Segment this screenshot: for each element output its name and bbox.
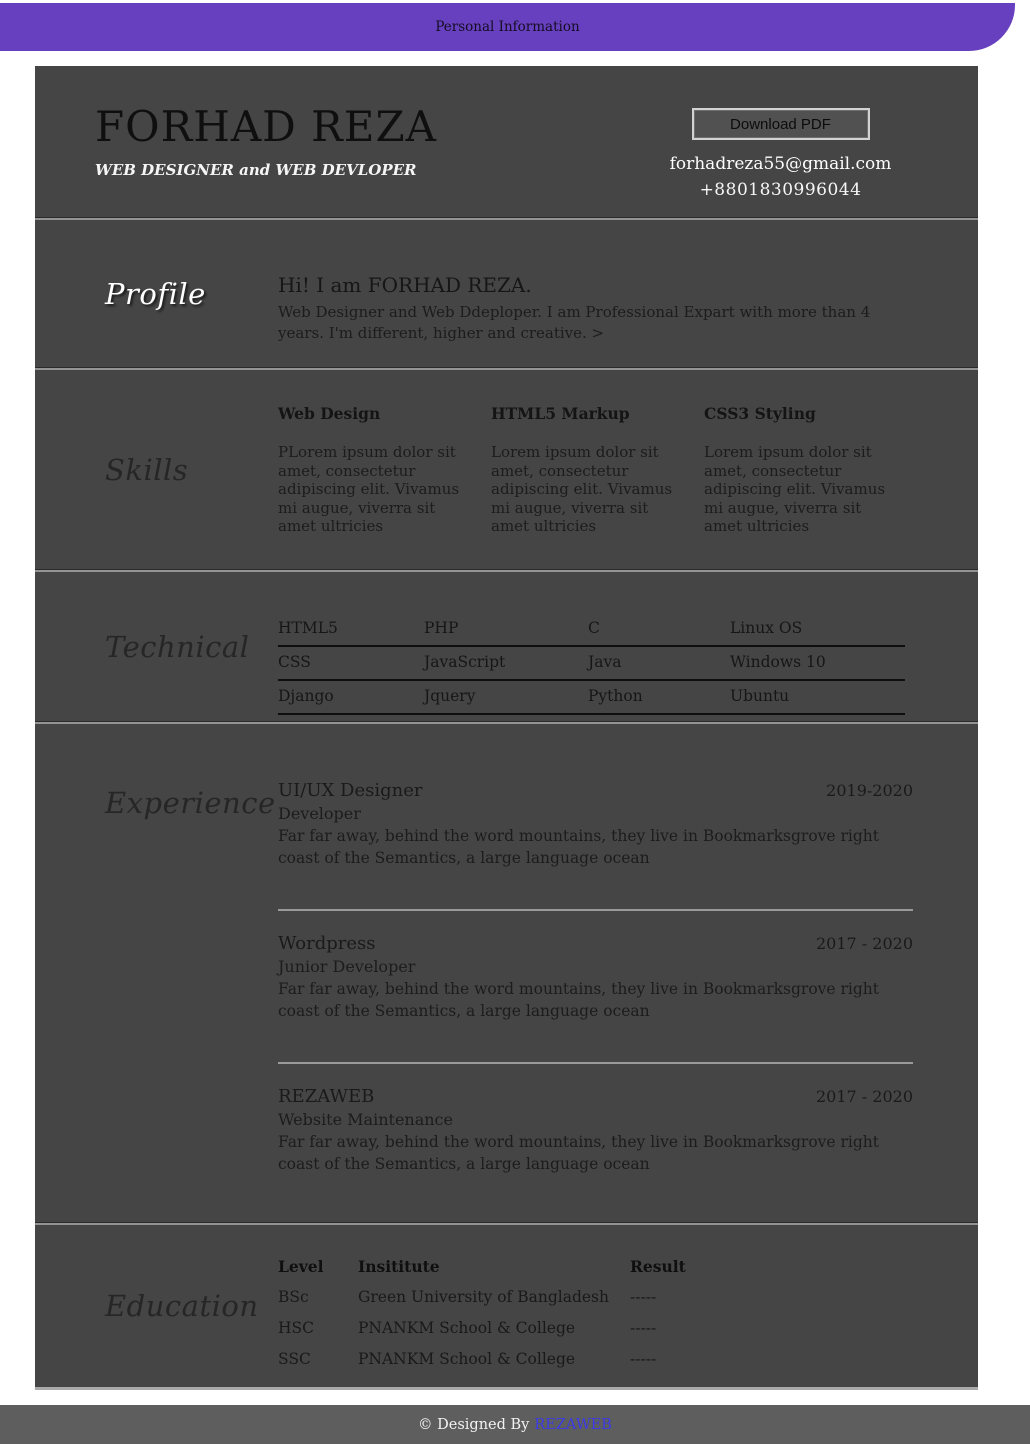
- experience-role: Junior Developer: [278, 957, 416, 976]
- tech-cell: Django: [278, 680, 424, 714]
- divider: [278, 909, 913, 911]
- table-row: [278, 1288, 790, 1319]
- top-bar-title: Personal Information: [435, 19, 580, 35]
- education-table: [278, 1257, 790, 1381]
- table-row: [278, 646, 905, 680]
- footer-text: © Designed By: [418, 1416, 530, 1433]
- divider: [278, 1062, 913, 1064]
- tech-cell: C: [588, 612, 730, 646]
- skills-section: [35, 368, 978, 570]
- skill-title: HTML5 Markup: [491, 404, 630, 423]
- skill-text: Lorem ipsum dolor sit amet, consectetur adipiscing elit. Vivamus mi augue, viverra sit amet ultricies: [704, 443, 886, 535]
- experience-section: [35, 722, 978, 1223]
- experience-title: REZAWEB: [278, 1086, 375, 1107]
- experience-title: UI/UX Designer: [278, 780, 423, 801]
- tech-cell: CSS: [278, 646, 424, 680]
- experience-description: Far far away, behind the word mountains, they live in Bookmarksgrove right coast of the Semantics, a large language ocean: [278, 827, 880, 867]
- header-contact: [638, 66, 923, 218]
- person-subtitle: WEB DESIGNER and WEB DEVLOPER: [95, 161, 417, 180]
- skill-item: [278, 404, 478, 570]
- tech-cell: JavaScript: [424, 646, 588, 680]
- technical-label: Technical: [105, 630, 250, 664]
- table-row: [278, 1350, 790, 1381]
- edu-cell: -----: [630, 1288, 657, 1306]
- skill-text: Lorem ipsum dolor sit amet, consectetur adipiscing elit. Vivamus mi augue, viverra sit amet ultricies: [491, 443, 673, 535]
- edu-cell: SSC: [278, 1350, 311, 1368]
- edu-header: Insititute: [358, 1257, 440, 1276]
- experience-role: Website Maintenance: [278, 1110, 453, 1129]
- header-identity: [35, 66, 638, 218]
- education-label: Education: [105, 1289, 259, 1323]
- skill-item: [491, 404, 691, 570]
- skill-title: Web Design: [278, 404, 381, 423]
- experience-entry: [278, 1086, 913, 1175]
- tech-cell: Ubuntu: [730, 680, 905, 714]
- tech-cell: PHP: [424, 612, 588, 646]
- edu-cell: Green University of Bangladesh: [358, 1288, 609, 1306]
- experience-label: Experience: [105, 786, 276, 820]
- person-name: FORHAD REZA: [95, 102, 437, 151]
- edu-cell: -----: [630, 1350, 657, 1368]
- technical-section: [35, 570, 978, 722]
- skill-text: PLorem ipsum dolor sit amet, consectetur adipiscing elit. Vivamus mi augue, viverra sit amet ultricies: [278, 443, 460, 535]
- tech-cell: Java: [588, 646, 730, 680]
- table-row: [278, 680, 905, 714]
- edu-cell: -----: [630, 1319, 657, 1337]
- profile-greeting: Hi! I am FORHAD REZA.: [278, 273, 532, 297]
- edu-cell: HSC: [278, 1319, 314, 1337]
- edu-cell: PNANKM School & College: [358, 1350, 576, 1368]
- tech-cell: Python: [588, 680, 730, 714]
- table-row: [278, 1319, 790, 1350]
- email-text: forhadreza55@gmail.com: [669, 154, 892, 174]
- tech-cell: Linux OS: [730, 612, 905, 646]
- footer: [0, 1405, 1030, 1444]
- table-row: [278, 612, 905, 646]
- footer-rezaweb-link[interactable]: REZAWEB: [534, 1416, 612, 1433]
- education-section: [35, 1223, 978, 1387]
- tech-cell: HTML5: [278, 612, 424, 646]
- edu-cell: PNANKM School & College: [358, 1319, 576, 1337]
- experience-entry: [278, 724, 913, 869]
- skill-item: [704, 404, 904, 570]
- edu-header: Result: [630, 1257, 686, 1276]
- profile-description: Web Designer and Web Ddeploper. I am Professional Expart with more than 4 years. I'm different, higher and creative. >: [278, 303, 871, 342]
- experience-description: Far far away, behind the word mountains, they live in Bookmarksgrove right coast of the Semantics, a large language ocean: [278, 980, 880, 1020]
- experience-entry: [278, 933, 913, 1022]
- experience-period: 2017 - 2020: [815, 1087, 913, 1106]
- experience-period: 2017 - 2020: [815, 934, 913, 953]
- tech-cell: Windows 10: [730, 646, 905, 680]
- profile-section: [35, 218, 978, 368]
- resume-card: [35, 66, 978, 1390]
- experience-title: Wordpress: [278, 933, 376, 954]
- edu-cell: BSc: [278, 1288, 309, 1306]
- experience-role: Developer: [278, 804, 361, 823]
- experience-description: Far far away, behind the word mountains, they live in Bookmarksgrove right coast of the Semantics, a large language ocean: [278, 1133, 880, 1173]
- edu-header: Level: [278, 1257, 324, 1276]
- tech-cell: Jquery: [424, 680, 588, 714]
- experience-period: 2019-2020: [826, 781, 913, 800]
- skill-title: CSS3 Styling: [704, 404, 816, 423]
- header-section: [35, 66, 978, 218]
- table-header-row: [278, 1257, 790, 1288]
- profile-label: Profile: [105, 277, 206, 311]
- skills-label: Skills: [105, 453, 189, 487]
- download-pdf-button[interactable]: Download PDF: [692, 108, 870, 140]
- phone-text: +8801830996044: [699, 180, 862, 200]
- technical-table: [278, 612, 905, 715]
- top-bar: [0, 3, 1015, 51]
